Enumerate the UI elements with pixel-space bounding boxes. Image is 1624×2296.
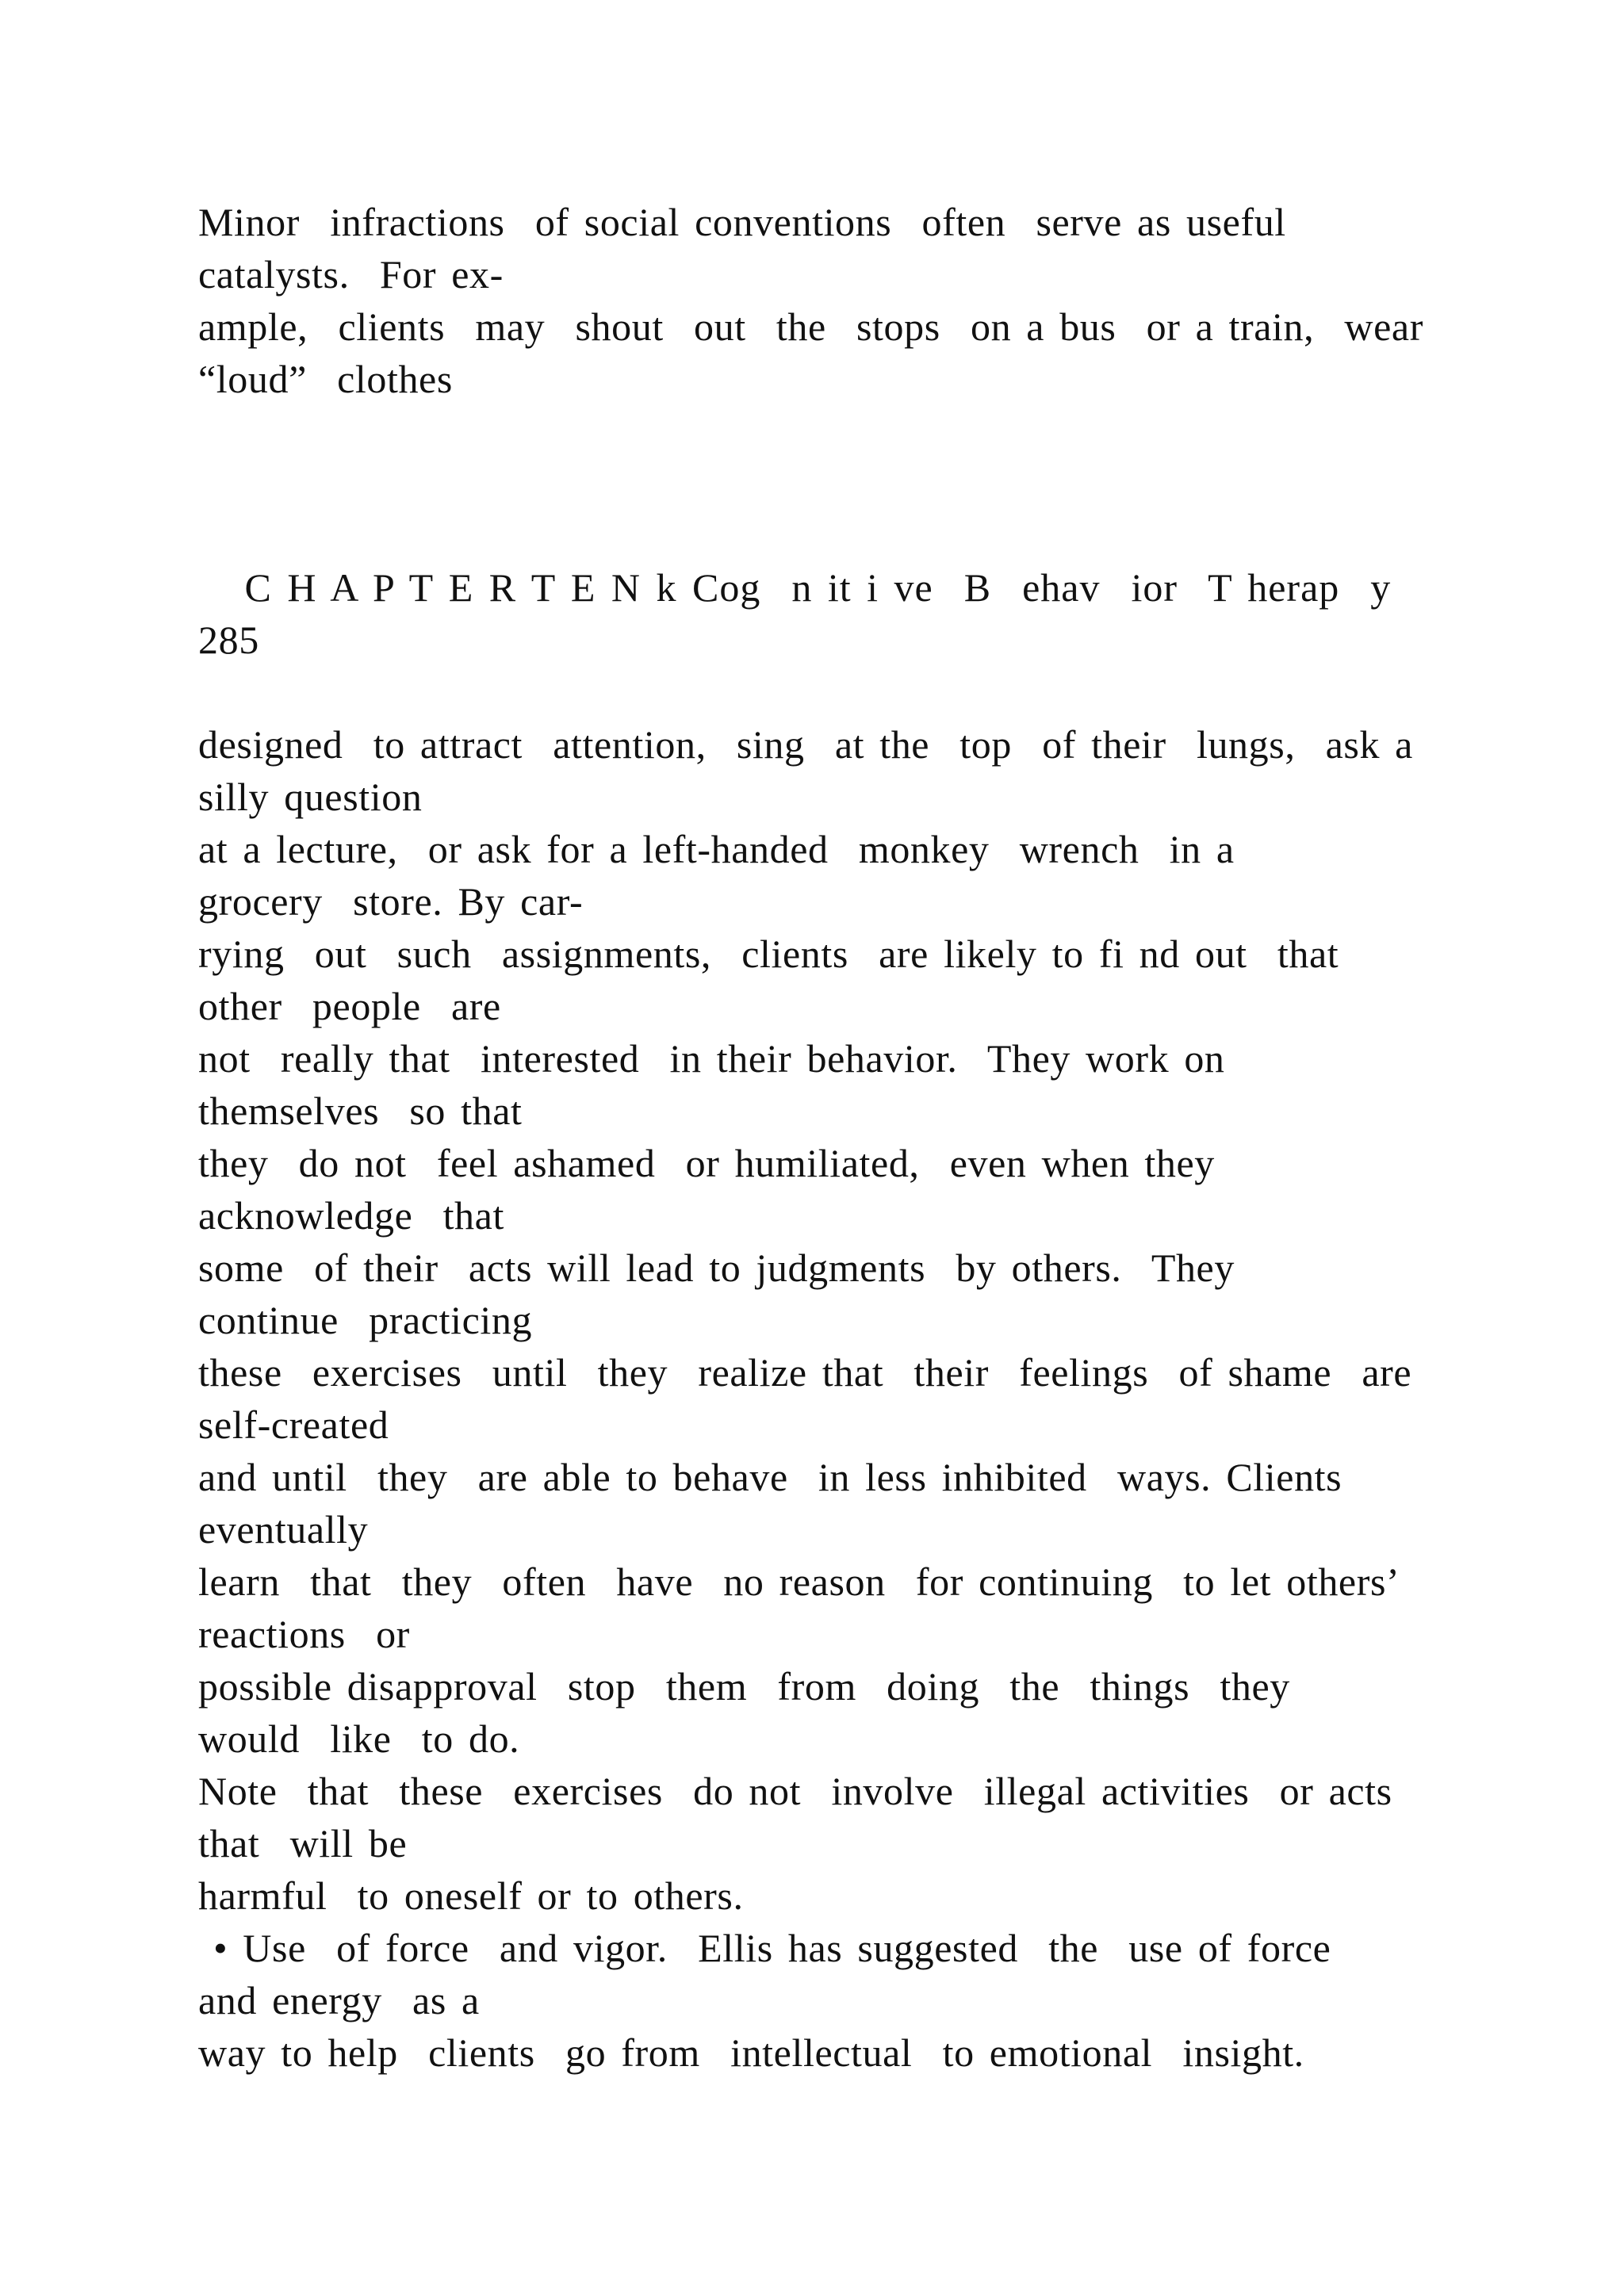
body-line: learn that they often have no reason for continuing to let others’ — [198, 1559, 1400, 1604]
body-line: would like to do. — [198, 1716, 520, 1761]
body-line: and until they are able to behave in less inhibited ways. Clients — [198, 1455, 1342, 1499]
body-line: eventually — [198, 1507, 369, 1552]
body-line: and energy as a — [198, 1978, 480, 2022]
body-line: at a lecture, or ask for a left-handed monkey wrench in a — [198, 827, 1235, 871]
intro-line: Minor infractions of social conventions often serve as useful — [198, 200, 1286, 244]
intro-line: “loud” clothes — [198, 357, 453, 401]
running-header: C H A P T E R T E N k Cog n it i ve B ehav ior T herap y — [198, 565, 1392, 610]
body-line: designed to attract attention, sing at the top of their lungs, ask a — [198, 722, 1413, 767]
body-line: that will be — [198, 1821, 408, 1866]
body-line: these exercises until they realize that their feelings of shame are — [198, 1350, 1412, 1395]
intro-line: ample, clients may shout out the stops on a bus or a train, wear — [198, 304, 1423, 349]
body-line: harmful to oneself or to others. — [198, 1873, 744, 1918]
body-line: themselves so that — [198, 1089, 523, 1133]
body-line: they do not feel ashamed or humiliated, even when they — [198, 1141, 1215, 1185]
body-line: other people are — [198, 984, 501, 1028]
body-line: continue practicing — [198, 1298, 533, 1342]
body-line: Note that these exercises do not involve illegal activities or acts — [198, 1769, 1392, 1813]
bullet-line: • Use of force and vigor. Ellis has suggested the use of force — [198, 1926, 1331, 1970]
body-line: some of their acts will lead to judgments by others. They — [198, 1246, 1235, 1290]
body-line: rying out such assignments, clients are likely to fi nd out that — [198, 932, 1339, 976]
body-line: reactions or — [198, 1612, 410, 1656]
intro-line: catalysts. For ex- — [198, 252, 504, 297]
body-line: self-created — [198, 1402, 389, 1447]
page-number: 285 — [198, 618, 259, 662]
body-line: silly question — [198, 775, 423, 819]
body-line: possible disapproval stop them from doing the things they — [198, 1664, 1290, 1709]
body-line: not really that interested in their behavior. They work on — [198, 1036, 1225, 1081]
body-line: acknowledge that — [198, 1193, 504, 1238]
body-line: grocery store. By car- — [198, 879, 584, 924]
body-line: way to help clients go from intellectual to emotional insight. — [198, 2030, 1304, 2075]
